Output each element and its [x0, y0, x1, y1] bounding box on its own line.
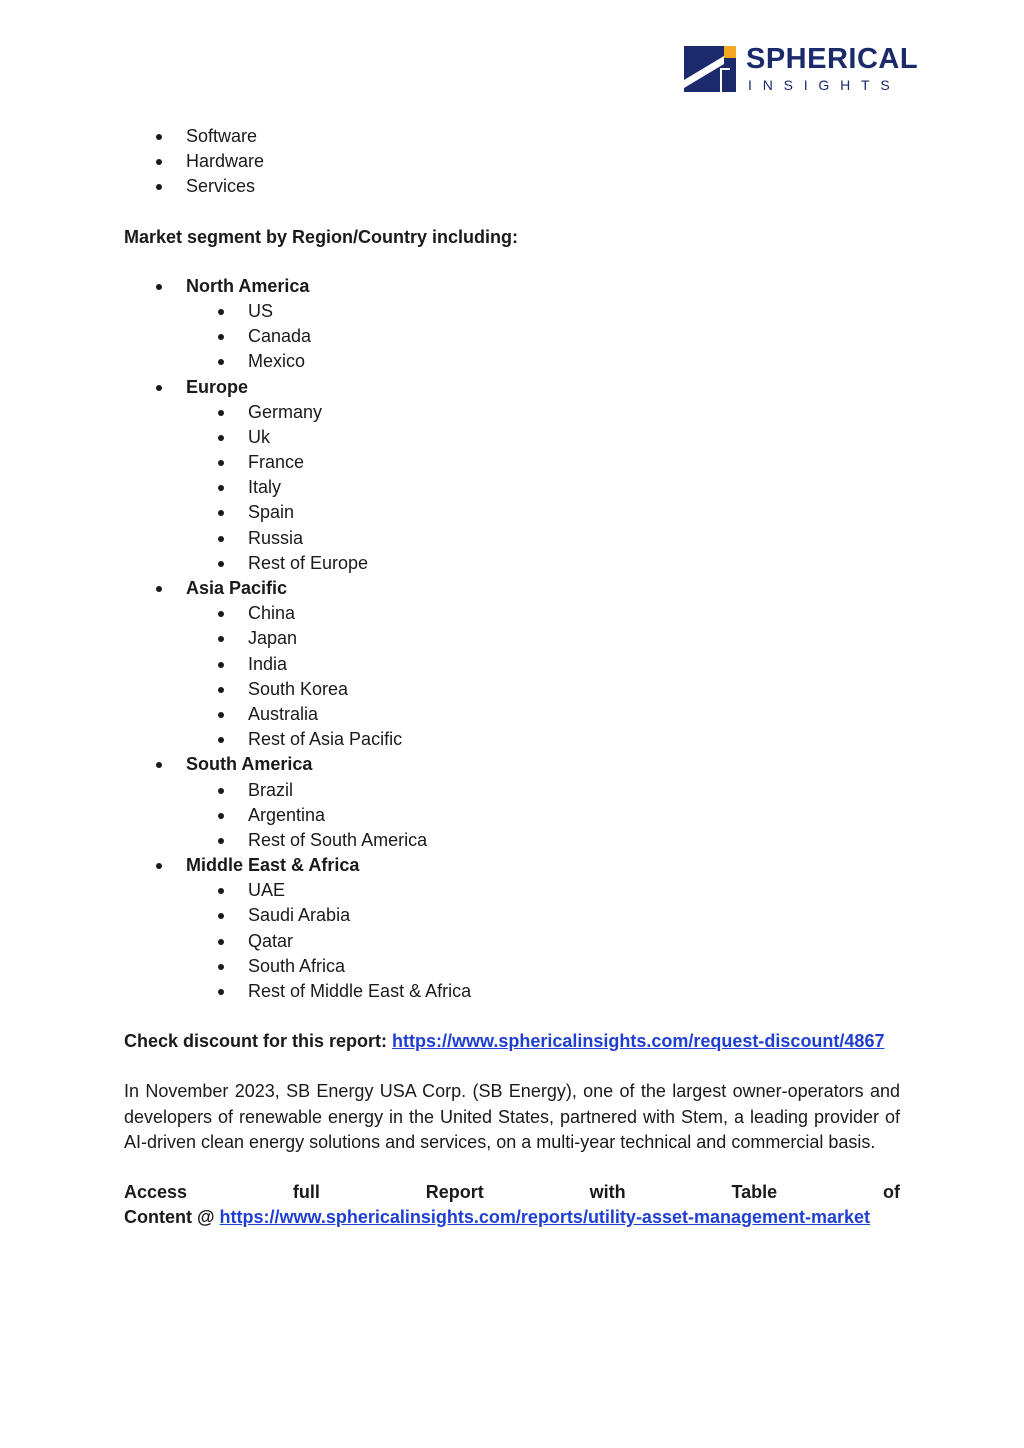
bullet-icon	[218, 888, 224, 894]
region-heading: Market segment by Region/Country including:	[124, 226, 519, 247]
country-name: Spain	[248, 502, 295, 523]
bullet-icon	[218, 510, 224, 516]
region-head	[124, 375, 900, 400]
access-word: Access	[124, 1182, 188, 1203]
bullet-icon	[218, 636, 224, 642]
bullet-icon	[218, 460, 224, 466]
access-line-2	[124, 1205, 900, 1230]
region-head	[124, 576, 900, 601]
access-word: Table	[731, 1182, 778, 1203]
bullet-icon	[156, 284, 162, 290]
region-head	[124, 853, 900, 878]
country-item	[124, 828, 900, 853]
country-name: South Korea	[248, 678, 349, 699]
discount-label: Check discount for this report:	[124, 1031, 393, 1052]
bullet-icon	[218, 334, 224, 340]
bullet-icon	[218, 611, 224, 617]
country-item	[124, 551, 900, 576]
country-name: Rest of Asia Pacific	[248, 729, 403, 750]
access-prefix: Content @	[124, 1207, 220, 1228]
country-item	[124, 929, 900, 954]
spherical-insights-logo-mark-icon	[684, 46, 736, 92]
country-name: Saudi Arabia	[248, 905, 351, 926]
bullet-icon	[218, 410, 224, 416]
bullet-icon	[156, 184, 162, 190]
country-item	[124, 677, 900, 702]
country-item	[124, 349, 900, 374]
region-item	[124, 375, 900, 577]
region-head	[124, 752, 900, 777]
company-logo	[684, 43, 919, 94]
bullet-icon	[218, 913, 224, 919]
country-item	[124, 500, 900, 525]
country-item	[124, 954, 900, 979]
country-name: Canada	[248, 326, 312, 347]
country-item	[124, 324, 900, 349]
list-item	[124, 124, 900, 149]
country-item	[124, 702, 900, 727]
country-item	[124, 450, 900, 475]
country-item	[124, 400, 900, 425]
country-item	[124, 475, 900, 500]
list-item	[124, 149, 900, 174]
bullet-icon	[218, 989, 224, 995]
list-item	[124, 174, 900, 199]
discount-line	[124, 1029, 900, 1054]
bullet-icon	[218, 359, 224, 365]
bullet-icon	[218, 309, 224, 315]
country-name: Brazil	[248, 779, 294, 800]
list-item-text: Services	[186, 176, 256, 197]
country-name: Russia	[248, 527, 304, 548]
country-item	[124, 878, 900, 903]
country-name: Rest of Europe	[248, 552, 369, 573]
document-body	[124, 124, 900, 1230]
country-list	[124, 601, 900, 752]
access-word: Report	[425, 1182, 484, 1203]
bullet-icon	[156, 863, 162, 869]
logo-brand-text: SPHERICAL	[746, 43, 919, 75]
country-name: Rest of Middle East & Africa	[248, 981, 472, 1002]
access-word: with	[589, 1182, 626, 1203]
list-item-text: Hardware	[186, 151, 265, 172]
region-item	[124, 274, 900, 375]
country-name: China	[248, 603, 296, 624]
bullet-icon	[156, 762, 162, 768]
country-item	[124, 979, 900, 1004]
country-name: US	[248, 300, 274, 321]
region-name: North America	[186, 275, 310, 296]
country-list	[124, 299, 900, 375]
country-name: Mexico	[248, 351, 306, 372]
country-item	[124, 626, 900, 651]
country-name: South Africa	[248, 955, 346, 976]
bullet-icon	[218, 561, 224, 567]
region-name: Asia Pacific	[186, 578, 288, 599]
country-list	[124, 400, 900, 576]
country-name: Germany	[248, 401, 323, 422]
country-name: Argentina	[248, 804, 326, 825]
country-list	[124, 778, 900, 854]
country-item	[124, 425, 900, 450]
region-name: South America	[186, 754, 313, 775]
region-list	[124, 274, 900, 1004]
country-item	[124, 299, 900, 324]
country-name: Qatar	[248, 930, 294, 951]
country-item	[124, 601, 900, 626]
list-item-text: Software	[186, 126, 258, 146]
region-head	[124, 274, 900, 299]
access-line	[124, 1180, 900, 1205]
region-name: Middle East & Africa	[186, 855, 360, 876]
country-item	[124, 652, 900, 677]
country-item	[124, 803, 900, 828]
bullet-icon	[218, 536, 224, 542]
country-name: Italy	[248, 477, 282, 498]
country-name: India	[248, 653, 288, 674]
region-item	[124, 853, 900, 1004]
bullet-icon	[218, 813, 224, 819]
bullet-icon	[218, 788, 224, 794]
bullet-icon	[218, 662, 224, 668]
component-list	[124, 124, 900, 200]
country-name: France	[248, 452, 305, 473]
country-item	[124, 903, 900, 928]
bullet-icon	[156, 134, 162, 140]
country-item	[124, 778, 900, 803]
bullet-icon	[218, 737, 224, 743]
country-name: Rest of South America	[248, 829, 428, 850]
discount-link[interactable]: https://www.sphericalinsights.com/request-discount/4867	[392, 1031, 885, 1052]
country-name: UAE	[248, 880, 286, 901]
country-name: Uk	[248, 426, 270, 447]
region-item	[124, 576, 900, 752]
country-name: Japan	[248, 628, 298, 649]
access-word: full	[292, 1182, 320, 1203]
logo-sub-text: INSIGHTS	[748, 77, 901, 93]
bullet-icon	[218, 712, 224, 718]
region-name: Europe	[186, 376, 249, 397]
country-name: Australia	[248, 703, 319, 724]
country-item	[124, 727, 900, 752]
bullet-icon	[156, 385, 162, 391]
bullet-icon	[218, 838, 224, 844]
access-word: of	[882, 1182, 900, 1203]
bullet-icon	[218, 485, 224, 491]
bullet-icon	[218, 687, 224, 693]
bullet-icon	[218, 939, 224, 945]
report-link[interactable]: https://www.sphericalinsights.com/reports/utility-asset-management-market	[219, 1207, 871, 1228]
country-item	[124, 526, 900, 551]
country-list	[124, 878, 900, 1004]
news-paragraph: In November 2023, SB Energy USA Corp. (SB Energy), one of the largest owner-operators and developers of renewable energy in the United States, partnered with Stem, a leading provider of AI-driven clean energy solutions and services, on a multi-year technical and commercial basis.	[124, 1081, 900, 1152]
bullet-icon	[218, 435, 224, 441]
bullet-icon	[218, 964, 224, 970]
bullet-icon	[156, 586, 162, 592]
region-item	[124, 752, 900, 853]
bullet-icon	[156, 159, 162, 165]
